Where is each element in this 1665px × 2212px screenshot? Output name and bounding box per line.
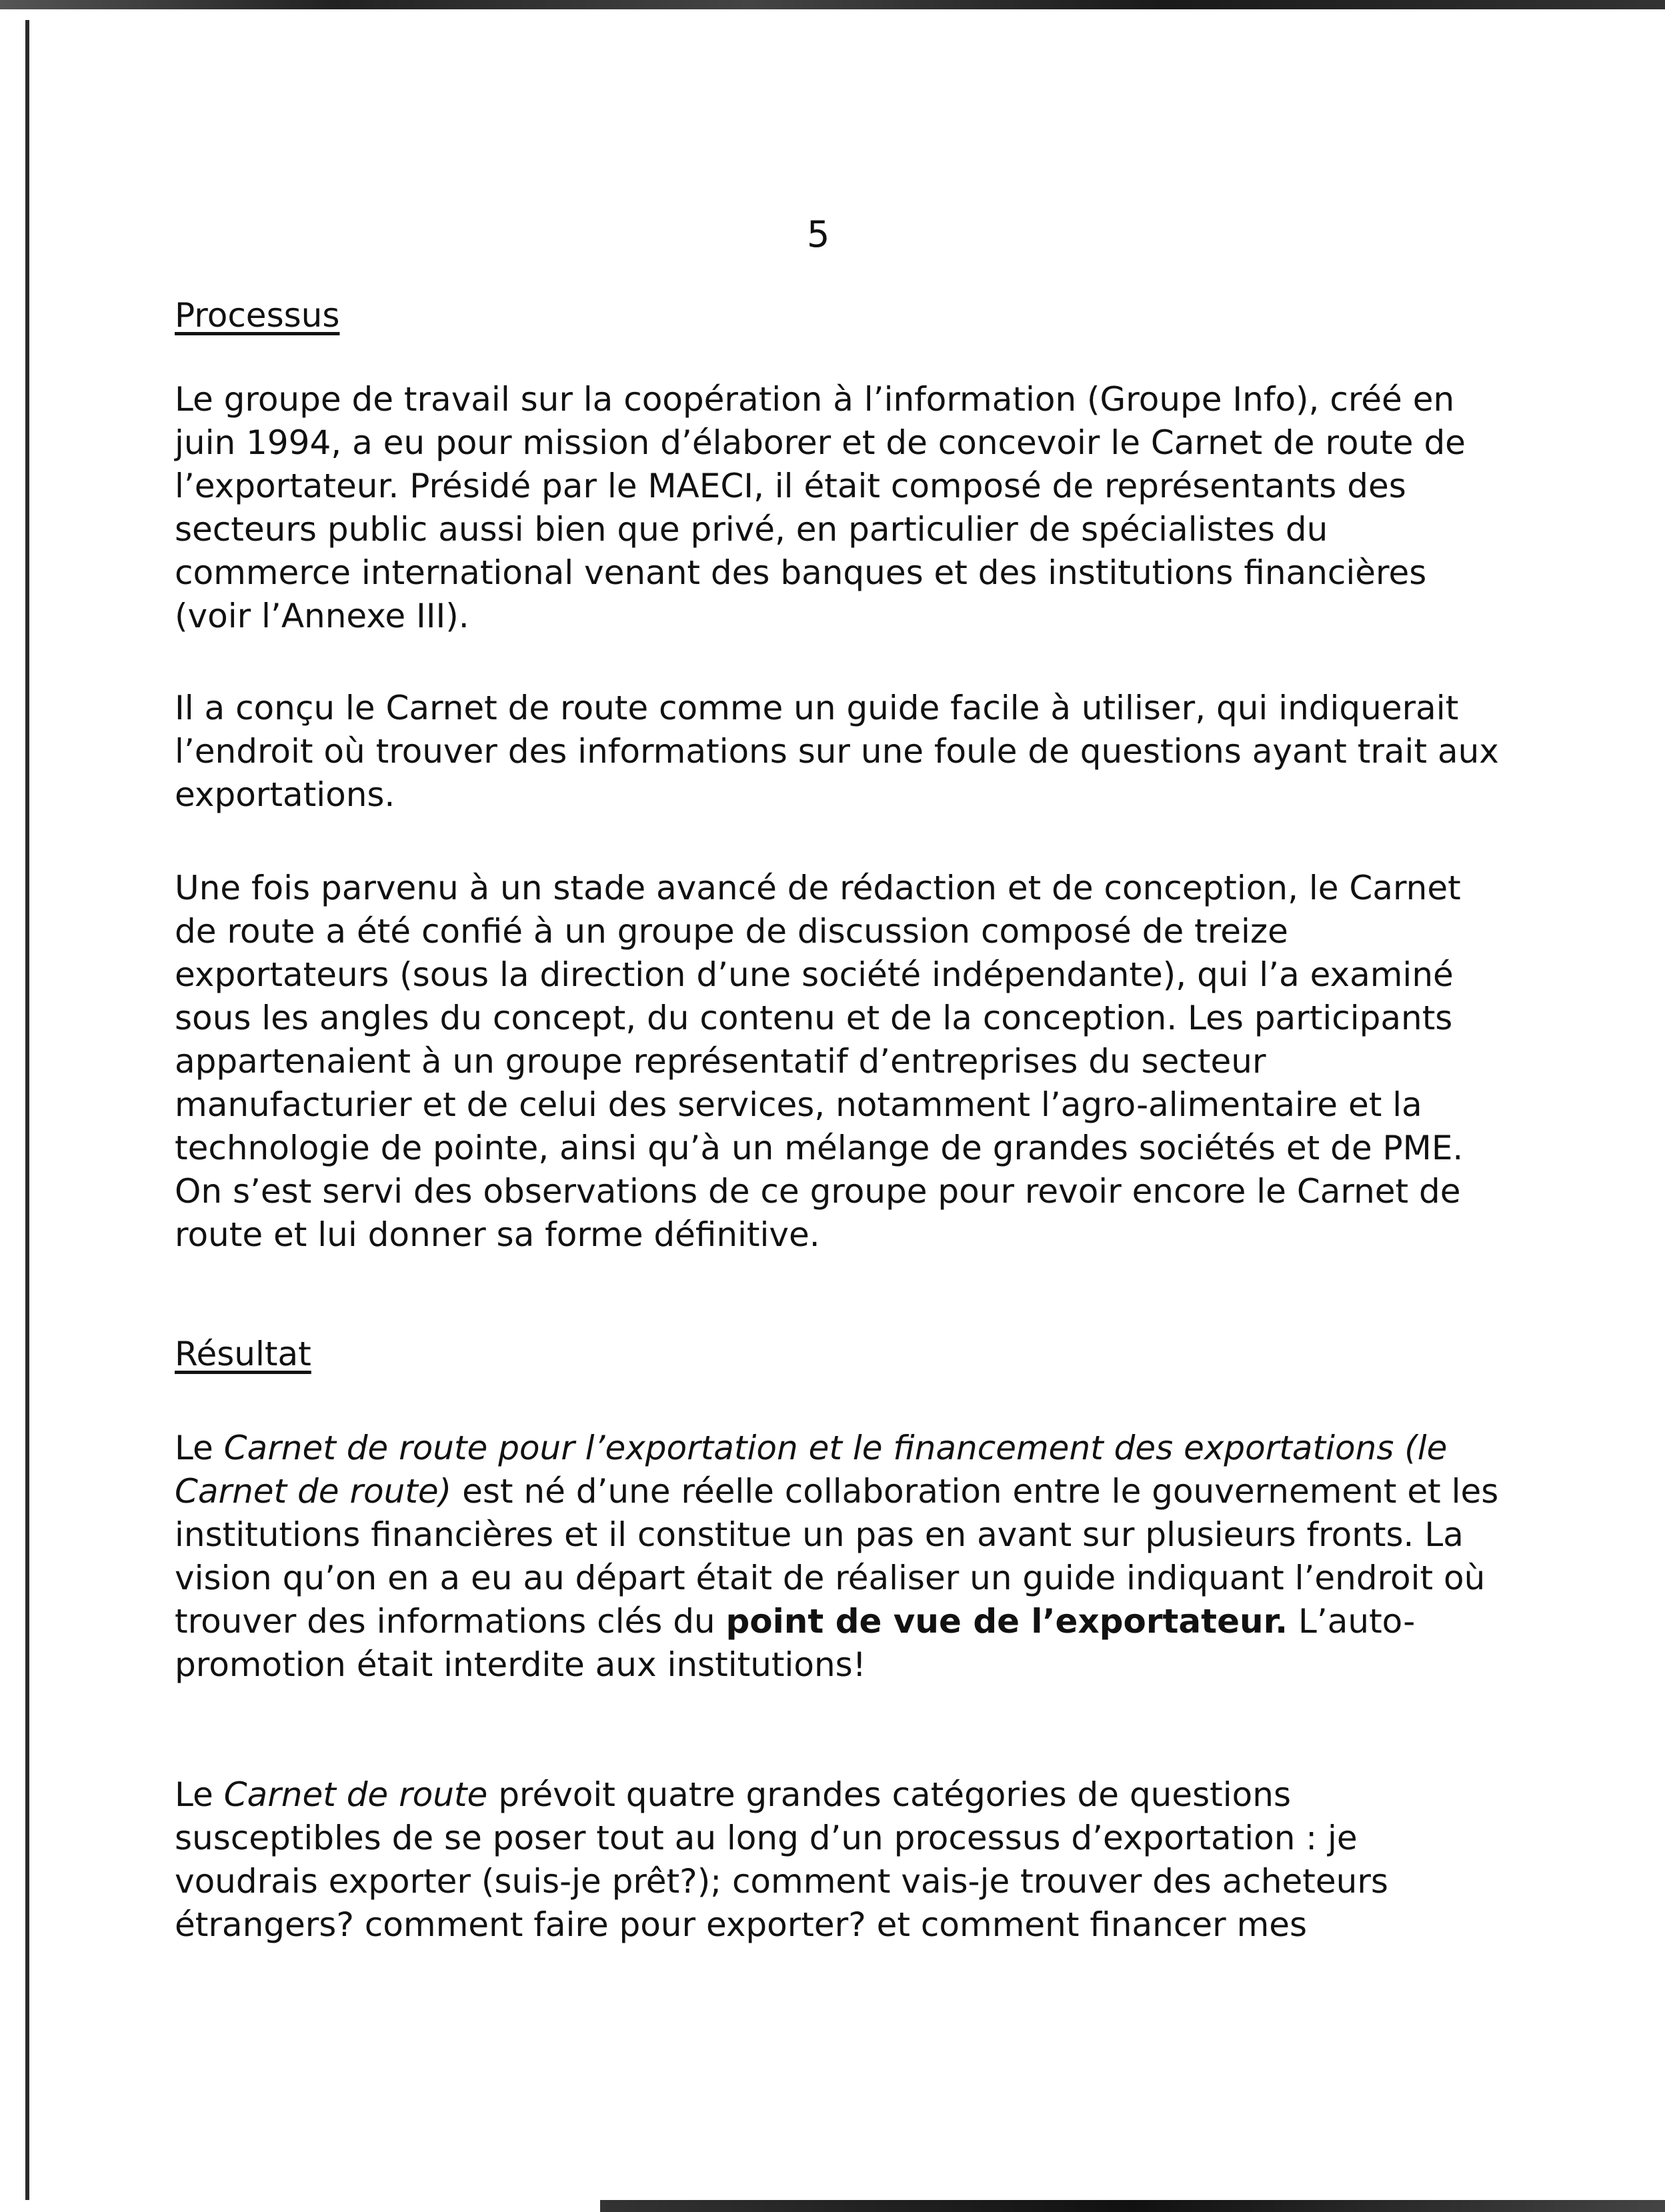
paragraph-resultat-1-end: L’auto-promotion était interdite aux institutions!: [175, 1602, 1416, 1684]
scan-edge-top: [0, 0, 1665, 9]
paragraph-resultat-1: [175, 1427, 1502, 1687]
scan-edge-left: [25, 20, 29, 2200]
scan-edge-bottom: [600, 2200, 1665, 2212]
paragraph-resultat-1-middle: est né d’une réelle collaboration entre le gouvernement et les institutions financières et il constitue un pas en avant sur plusieurs fronts. La vision qu’on en a eu au départ était de réaliser un guide indiquant l’endroit où trouver des informations clés du: [175, 1472, 1499, 1641]
paragraph-processus-2: Il a conçu le Carnet de route comme un guide facile à utiliser, qui indiquerait l’endroit où trouver des informations sur une foule de questions ayant trait aux exportations.: [175, 689, 1499, 814]
heading-resultat: Résultat: [175, 1335, 311, 1373]
paragraph-resultat-2: [175, 1773, 1502, 1947]
paragraph-processus-1: Le groupe de travail sur la coopération à l’information (Groupe Info), créé en juin 1994, a eu pour mission d’élaborer et de concevoir le Carnet de route de l’exportateur. Présidé par le MAECI, il était composé de représentants des secteurs public aussi bien que privé, en particulier de spécialistes du commerce international venant des banques et des institutions financières (voir l’Annexe III).: [175, 380, 1466, 635]
heading-processus: Processus: [175, 296, 340, 335]
emphasis-bold: point de vue de l’exportateur.: [725, 1602, 1288, 1641]
paragraph-processus-3: Une fois parvenu à un stade avancé de rédaction et de conception, le Carnet de route a été confié à un groupe de discussion composé de treize exportateurs (sous la direction d’une société indépendante), qui l’a examiné sous les angles du concept, du contenu et de la conception. Les participants appartenaient à un groupe représentatif d’entreprises du secteur manufacturier et de celui des services, notamment l’agro-alimentaire et la technologie de pointe, ainsi qu’à un mélange de grandes sociétés et de PME. On s’est servi des observations de ce groupe pour revoir encore le Carnet de route et lui donner sa forme définitive.: [175, 869, 1464, 1254]
paragraph-resultat-2-end: prévoit quatre grandes catégories de questions susceptibles de se poser tout au long d’un processus d’exportation : je voudrais exporter (suis-je prêt?); comment vais-je trouver des acheteurs étrangers? comment faire pour exporter? et comment financer mes: [175, 1775, 1388, 1944]
carnet-title-italic: Carnet de route pour l’exportation et le financement des exportations (le Carnet de route): [175, 1429, 1448, 1511]
paragraph-resultat-2-start: Le: [175, 1775, 224, 1814]
page-number: 5: [807, 213, 830, 255]
paragraph-resultat-1-start: Le: [175, 1429, 224, 1467]
carnet-short-title-italic: Carnet de route: [223, 1775, 488, 1814]
